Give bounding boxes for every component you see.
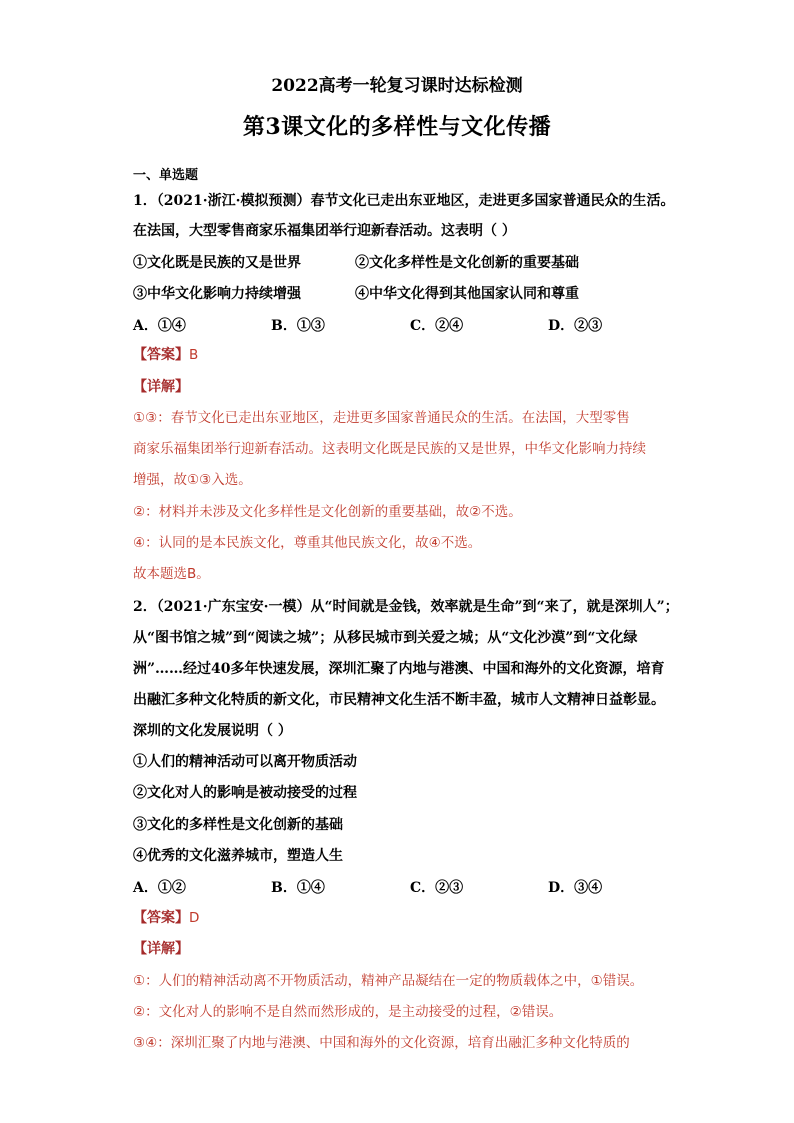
section-heading: 一、单选题 (133, 168, 199, 183)
q2-explanation-1: ①：人们的精神活动离不开物质活动，精神产品凝结在一定的物质载体之中，①错误。 (133, 973, 644, 989)
q2-statement-2: ②文化对人的影响是被动接受的过程 (133, 785, 357, 801)
q1-statement-2: ②文化多样性是文化创新的重要基础 (355, 255, 579, 271)
q2-statement-1: ①人们的精神活动可以离开物质活动 (133, 754, 357, 770)
q1-conclusion: 故本题选B。 (133, 566, 210, 582)
q2-statement-3: ③文化的多样性是文化创新的基础 (133, 817, 343, 833)
q2-detail-label: 【详解】 (133, 941, 189, 957)
q2-option-a: A．①② (133, 880, 186, 896)
q2-option-c: C．②③ (410, 880, 464, 896)
q1-option-c: C．②④ (410, 318, 464, 334)
q2-option-d: D．③④ (548, 880, 603, 896)
q2-answer-value: D (189, 910, 200, 926)
q1-option-d: D．②③ (548, 318, 603, 334)
q1-explanation-3: 增强，故①③入选。 (133, 472, 252, 488)
q2-answer-label: 【答案】 (133, 910, 189, 926)
q2-option-b: B．①④ (271, 880, 325, 896)
q1-option-b: B．①③ (271, 318, 325, 334)
q2-stem-line-3: 洲”……经过40多年快速发展，深圳汇聚了内地与港澳、中国和海外的文化资源，培育 (133, 661, 665, 677)
q1-detail-label: 【详解】 (133, 379, 189, 395)
q1-statement-3: ③中华文化影响力持续增强 (133, 286, 301, 302)
document-title: 2022高考一轮复习课时达标检测 (271, 76, 523, 96)
q1-stem-line-1: 1．（2021·浙江·模拟预测）春节文化已走出东亚地区，走进更多国家普通民众的生活。 (133, 193, 675, 209)
q2-stem-line-5: 深圳的文化发展说明（ ） (133, 723, 292, 739)
q1-answer-value: B (189, 347, 199, 363)
q2-stem-line-2: 从“图书馆之城”到“阅读之城”；从移民城市到关爱之城；从“文化沙漠”到“文化绿 (133, 630, 638, 646)
lesson-title: 第3课文化的多样性与文化传播 (242, 114, 552, 140)
q2-explanation-2: ②：文化对人的影响不是自然而然形成的，是主动接受的过程，②错误。 (133, 1004, 563, 1020)
q2-stem-line-4: 出融汇多种文化特质的新文化，市民精神文化生活不断丰盈，城市人文精神日益彰显。 (133, 692, 665, 708)
q1-explanation-1: ①③：春节文化已走出东亚地区，走进更多国家普通民众的生活。在法国，大型零售 (133, 410, 630, 426)
q1-statement-4: ④中华文化得到其他国家认同和尊重 (355, 286, 579, 302)
q1-answer (133, 345, 198, 365)
q1-stem-line-2: 在法国，大型零售商家乐福集团举行迎新春活动。这表明（ ） (133, 223, 516, 239)
q2-statement-4: ④优秀的文化滋养城市，塑造人生 (133, 848, 343, 864)
q1-explanation-2: 商家乐福集团举行迎新春活动。这表明文化既是民族的又是世界，中华文化影响力持续 (133, 441, 646, 457)
q2-answer (133, 908, 199, 928)
q1-statement-1: ①文化既是民族的又是世界 (133, 255, 301, 271)
q1-explanation-5: ④：认同的是本民族文化，尊重其他民族文化，故④不选。 (133, 535, 482, 551)
q2-stem-line-1: 2．（2021·广东宝安·一模）从“时间就是金钱，效率就是生命”到“来了，就是深圳人”； (133, 599, 679, 615)
q1-answer-label: 【答案】 (133, 347, 189, 363)
q1-explanation-4: ②：材料并未涉及文化多样性是文化创新的重要基础，故②不选。 (133, 504, 522, 520)
q2-explanation-3: ③④：深圳汇聚了内地与港澳、中国和海外的文化资源，培育出融汇多种文化特质的 (133, 1035, 630, 1051)
q1-option-a: A．①④ (133, 318, 186, 334)
